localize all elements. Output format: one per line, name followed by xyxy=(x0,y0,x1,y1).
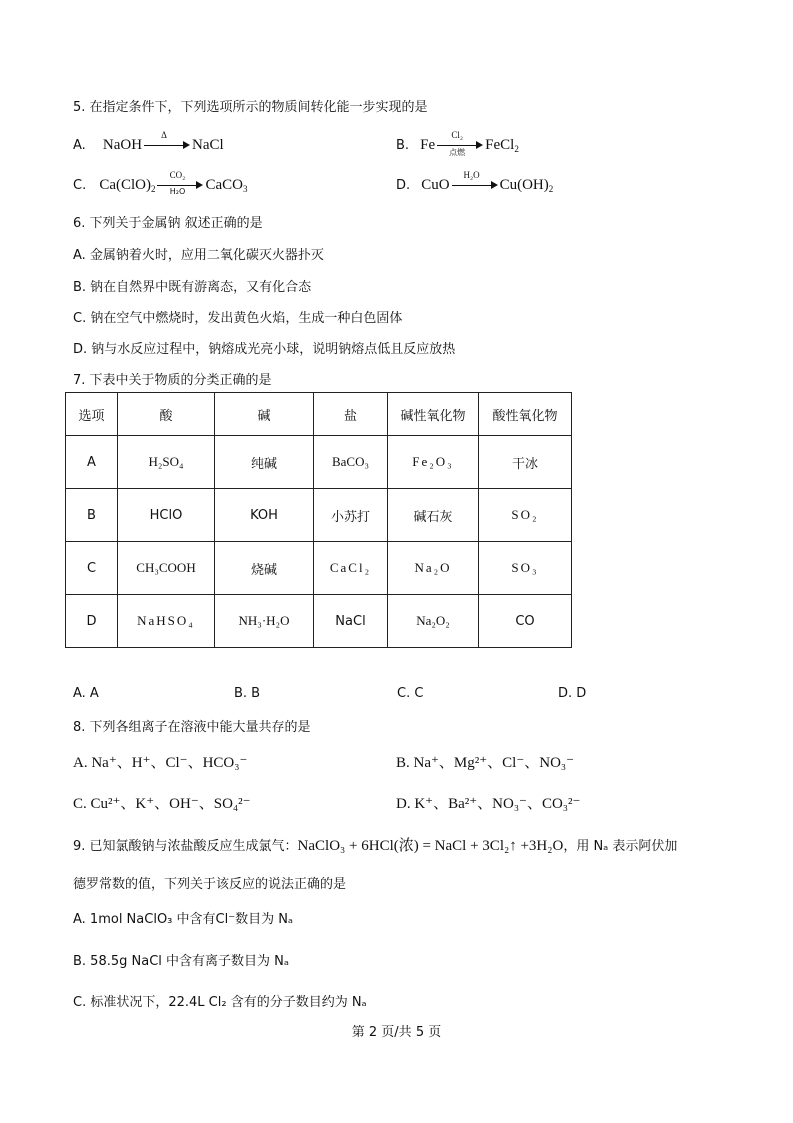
q7-stem: 7. 下表中关于物质的分类正确的是 xyxy=(73,373,272,388)
condition-above: CO₂ xyxy=(169,169,186,180)
header-cell: 选项 xyxy=(66,393,118,436)
q6-option-a[interactable]: A. 金属钠着火时，应用二氧化碳灭火器扑灭 xyxy=(73,248,324,263)
q5-option-a[interactable] xyxy=(73,129,224,154)
table-cell: CaCl₂ xyxy=(314,542,388,595)
q8-stem: 8. 下列各组离子在溶液中能大量共存的是 xyxy=(73,720,311,735)
table-row xyxy=(66,436,572,489)
table-cell: CH₃COOH xyxy=(118,542,215,595)
reaction-arrow xyxy=(157,169,203,196)
table-cell: B xyxy=(66,489,118,542)
table-cell: A xyxy=(66,436,118,489)
table-row xyxy=(66,595,572,648)
q9-stem-line2: 德罗常数的值，下列关于该反应的说法正确的是 xyxy=(73,877,347,892)
q6-option-c[interactable]: C. 钠在空气中燃烧时，发出黄色火焰，生成一种白色固体 xyxy=(73,311,403,326)
q8-option-d[interactable]: D. K⁺、Ba²⁺、NO₃⁻、CO₃²⁻ xyxy=(396,796,581,812)
reactant: Fe xyxy=(420,137,436,153)
condition-below: H₂O xyxy=(169,186,186,196)
header-cell: 碱 xyxy=(215,393,314,436)
header-cell: 酸性氧化物 xyxy=(479,393,572,436)
q7-option-c[interactable]: C. C xyxy=(397,686,424,701)
table-cell: 干冰 xyxy=(479,436,572,489)
q9-option-b[interactable]: B. 58.5g NaCl 中含有离子数目为 Nₐ xyxy=(73,954,289,969)
condition-above: Δ xyxy=(161,129,167,140)
reaction-arrow xyxy=(437,129,483,157)
header-cell: 酸 xyxy=(118,393,215,436)
reactant: $Ca(ClO)_2$ xyxy=(99,177,156,194)
table-cell: BaCO₃ xyxy=(314,436,388,489)
table-cell: SO₃ xyxy=(479,542,572,595)
table-cell: NH₃·H₂O xyxy=(215,595,314,648)
classification-table xyxy=(65,392,572,648)
reactant: CuO xyxy=(421,177,450,193)
table-cell: Fe₂O₃ xyxy=(388,436,479,489)
header-cell: 碱性氧化物 xyxy=(388,393,479,436)
q9-stem-prefix: 9. 已知氯酸钠与浓盐酸反应生成氯气： xyxy=(73,839,298,854)
header-cell: 盐 xyxy=(314,393,388,436)
table-cell: 纯碱 xyxy=(215,436,314,489)
table-row xyxy=(66,489,572,542)
q5-option-c[interactable] xyxy=(73,169,248,196)
table-cell: CO xyxy=(479,595,572,648)
condition-above: H₂O xyxy=(463,169,480,180)
q8-option-b[interactable]: B. Na⁺、Mg²⁺、Cl⁻、NO₃⁻ xyxy=(396,755,575,771)
reactant: NaOH xyxy=(102,137,143,153)
q7-option-b[interactable]: B. B xyxy=(234,686,261,701)
table-cell: 小苏打 xyxy=(314,489,388,542)
option-label: A. xyxy=(73,138,86,153)
q8-option-c[interactable]: C. Cu²⁺、K⁺、OH⁻、SO₄²⁻ xyxy=(73,796,251,812)
q5-option-d[interactable] xyxy=(396,169,554,194)
condition-above: Cl₂ xyxy=(451,129,463,140)
q9-option-c[interactable]: C. 标准状况下，22.4L Cl₂ 含有的分子数目约为 Nₐ xyxy=(73,995,367,1010)
table-cell: D xyxy=(66,595,118,648)
q6-option-d[interactable]: D. 钠与水反应过程中，钠熔成光亮小球，说明钠熔点低且反应放热 xyxy=(73,342,456,357)
option-label: C. xyxy=(73,178,87,193)
table-cell: C xyxy=(66,542,118,595)
table-cell: 烧碱 xyxy=(215,542,314,595)
q9-stem-suffix: ，用 Nₐ 表示阿伏加 xyxy=(563,839,678,854)
table-cell: KOH xyxy=(215,489,314,542)
reaction-arrow xyxy=(452,169,498,192)
table-cell: 碱石灰 xyxy=(388,489,479,542)
reaction-arrow xyxy=(144,129,190,152)
q9-option-a[interactable]: A. 1mol NaClO₃ 中含有Cl⁻数目为 Nₐ xyxy=(73,912,294,927)
q5-option-b[interactable] xyxy=(396,129,519,157)
q9-equation: NaClO₃ + 6HCl(浓) = NaCl + 3Cl₂↑ +3H₂O xyxy=(297,838,564,854)
q6-stem: 6. 下列关于金属钠 叙述正确的是 xyxy=(73,216,263,231)
q7-option-a[interactable]: A. A xyxy=(73,686,99,701)
q7-option-d[interactable]: D. D xyxy=(558,686,587,701)
condition-below: 点燃 xyxy=(449,147,466,157)
product: FeCl$_2$ xyxy=(485,137,519,154)
table-cell: NaHSO₄ xyxy=(118,595,215,648)
page-footer: 第 2 页/共 5 页 xyxy=(351,1025,442,1040)
option-label: B. xyxy=(396,138,410,153)
table-header-row xyxy=(66,393,572,436)
q6-option-b[interactable]: B. 钠在自然界中既有游离态，又有化合态 xyxy=(73,280,312,295)
product: NaCl xyxy=(192,137,224,153)
option-label: D. xyxy=(396,178,411,193)
table-cell: H₂SO₄ xyxy=(118,436,215,489)
table-cell: HClO xyxy=(118,489,215,542)
product: $Cu(OH)_2$ xyxy=(499,177,554,194)
q8-option-a[interactable]: A. Na⁺、H⁺、Cl⁻、HCO₃⁻ xyxy=(73,755,248,771)
product: CaCO$_3$ xyxy=(205,177,248,194)
table-cell: Na₂O₂ xyxy=(388,595,479,648)
table-cell: NaCl xyxy=(314,595,388,648)
q9-stem xyxy=(73,834,677,855)
q5-stem: 5. 在指定条件下，下列选项所示的物质间转化能一步实现的是 xyxy=(73,100,428,115)
table-row xyxy=(66,542,572,595)
table-cell: SO₂ xyxy=(479,489,572,542)
table-cell: Na₂O xyxy=(388,542,479,595)
